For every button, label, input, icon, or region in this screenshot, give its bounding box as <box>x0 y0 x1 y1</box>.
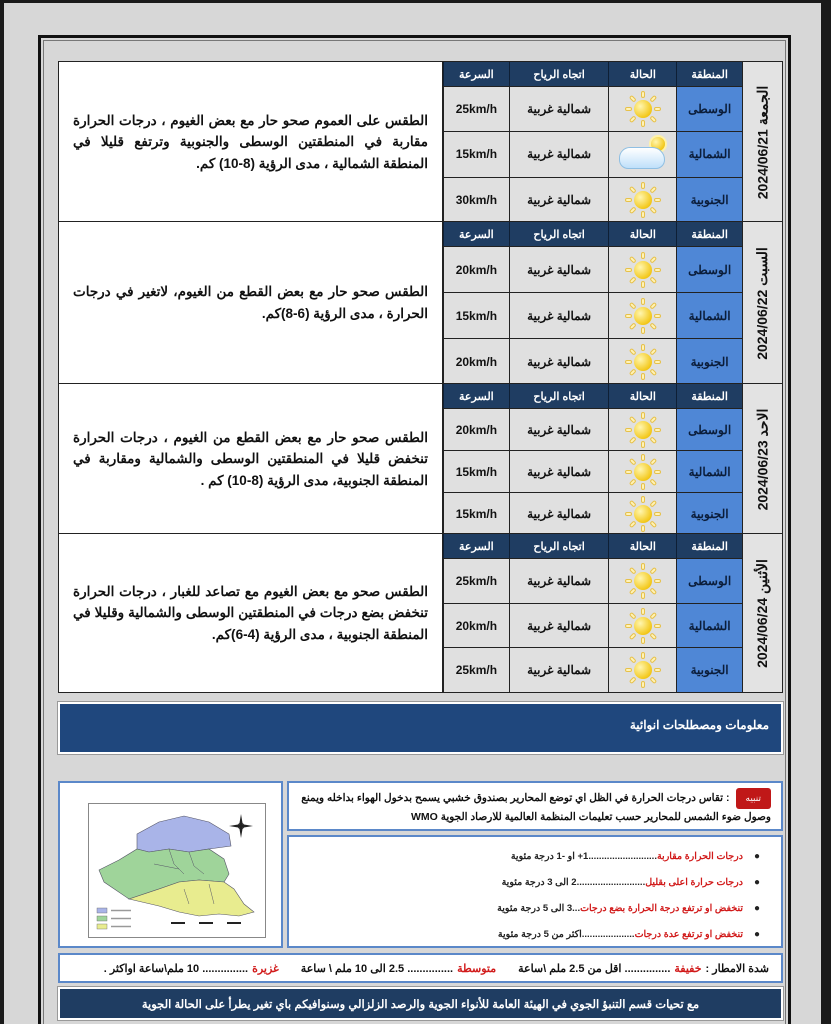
bullet-icon: ● <box>753 928 761 940</box>
day-date-label <box>742 62 782 222</box>
day-date-label <box>742 534 782 692</box>
list-item <box>289 869 771 895</box>
day-date-text: الجمعة 2024/06/21 <box>754 85 771 199</box>
wind-speed-cell: 15km/h <box>443 293 509 338</box>
rain-light-value: ............... اقل من 2.5 ملم \ساعة <box>518 962 671 975</box>
sunny-icon <box>624 453 662 491</box>
region-cell: الجنوبية <box>676 339 742 384</box>
bullet-icon: ● <box>753 876 761 888</box>
header-speed: السرعة <box>443 384 509 408</box>
header-region: المنطقة <box>676 384 742 408</box>
sunny-icon <box>624 651 662 689</box>
term-label: درجات حرارة اعلى بقليل <box>645 876 743 888</box>
header-speed: السرعة <box>443 534 509 558</box>
term-dots: .................... <box>581 928 635 940</box>
table-row <box>443 492 742 534</box>
region-cell: الجنوبية <box>676 493 742 534</box>
table-row <box>443 338 742 384</box>
wind-direction-cell: شمالية غربية <box>509 132 609 176</box>
header-state: الحالة <box>608 62 676 86</box>
region-cell: الشمالية <box>676 293 742 338</box>
region-cell: الوسطى <box>676 409 742 450</box>
region-cell: الوسطى <box>676 247 742 292</box>
wind-speed-cell: 20km/h <box>443 247 509 292</box>
table-header <box>443 62 742 86</box>
table-row <box>443 131 742 176</box>
state-cell <box>608 451 676 492</box>
header-region: المنطقة <box>676 222 742 246</box>
rain-label: شدة الامطار : <box>705 962 769 975</box>
forecast-description: الطقس على العموم صحو حار مع بعض الغيوم ، درجات الحرارة مقاربة في المنطقتين الوسطى والجنوبية وترتفع قليلا في المنطقة الشمالية ، مدى الرؤية (8-10) كم. <box>73 112 428 171</box>
region-cell: الشمالية <box>676 451 742 492</box>
header-region: المنطقة <box>676 62 742 86</box>
list-item <box>289 895 771 921</box>
forecast-table <box>442 62 742 222</box>
term-label: تنخفض او ترتفع عدة درجات <box>634 928 743 940</box>
table-row <box>443 647 742 692</box>
header-speed: السرعة <box>443 62 509 86</box>
rain-heavy-value: ............... 10 ملم\ساعة اواكثر . <box>103 962 249 975</box>
sunny-icon <box>624 562 662 600</box>
rain-light: خفيفة <box>674 962 702 975</box>
rain-heavy: غزيرة <box>252 962 279 975</box>
day-date-text: الاحد 2024/06/23 <box>754 408 771 510</box>
wind-speed-cell: 20km/h <box>443 339 509 384</box>
term-label: درجات الحرارة مقاربة <box>656 850 743 862</box>
wind-direction-cell: شمالية غربية <box>509 451 609 492</box>
state-cell <box>608 493 676 534</box>
table-row <box>443 292 742 338</box>
state-cell <box>608 339 676 384</box>
temperature-note <box>287 781 783 831</box>
compass-rose-icon <box>229 814 253 838</box>
header-wind-direction: اتجاه الرياح <box>509 62 609 86</box>
wind-direction-cell: شمالية غربية <box>509 648 609 692</box>
sunny-icon <box>624 495 662 533</box>
wind-direction-cell: شمالية غربية <box>509 604 609 648</box>
region-cell: الجنوبية <box>676 648 742 692</box>
sunny-icon <box>624 251 662 289</box>
wind-direction-cell: شمالية غربية <box>509 178 609 222</box>
state-cell <box>608 409 676 450</box>
rain-intensity <box>58 953 783 983</box>
state-cell <box>608 247 676 292</box>
footer-text: مع تحيات قسم التنبؤ الجوي في الهيئة العامة للأنواء الجوية والرصد الزلزالي وسنوافيكم باي تغير يطرأ على الحالة الجوية <box>141 998 700 1011</box>
wind-direction-cell: شمالية غربية <box>509 339 609 384</box>
partly-cloudy-icon <box>617 137 669 171</box>
table-row <box>443 86 742 131</box>
header-state: الحالة <box>608 384 676 408</box>
bullet-icon: ● <box>753 850 761 862</box>
wind-direction-cell: شمالية غربية <box>509 409 609 450</box>
iraq-region-map <box>88 803 266 938</box>
wind-speed-cell: 25km/h <box>443 559 509 603</box>
wind-direction-cell: شمالية غربية <box>509 559 609 603</box>
header-speed: السرعة <box>443 222 509 246</box>
table-row <box>443 603 742 648</box>
info-title: معلومات ومصطلحات انوائية <box>629 718 769 732</box>
bullet-icon: ● <box>753 902 761 914</box>
sunny-icon <box>624 607 662 645</box>
forecast-description: الطقس صحو مع بعض الغيوم مع تصاعد للغبار ، درجات الحرارة تنخفض بضع درجات في المنطقتين الوسطى والشمالية وقليلا في المنطقة الجنوبية ، مدى الرؤية (4-6)كم. <box>73 583 428 642</box>
alert-badge: تنبيه <box>736 788 771 809</box>
wind-direction-cell: شمالية غربية <box>509 493 609 534</box>
sunny-icon <box>624 181 662 219</box>
forecast-table <box>442 384 742 534</box>
region-cell: الوسطى <box>676 87 742 131</box>
sunny-icon <box>624 343 662 381</box>
wind-speed-cell: 25km/h <box>443 87 509 131</box>
wind-speed-cell: 15km/h <box>443 451 509 492</box>
info-title-bar <box>58 702 783 754</box>
state-cell <box>608 178 676 222</box>
rain-moderate: متوسطة <box>457 962 497 975</box>
header-state: الحالة <box>608 534 676 558</box>
region-cell: الجنوبية <box>676 178 742 222</box>
rain-moderate-value: ............... 2.5 الى 10 ملم \ ساعة <box>300 962 454 975</box>
header-wind-direction: اتجاه الرياح <box>509 384 609 408</box>
sunny-icon <box>624 411 662 449</box>
state-cell <box>608 87 676 131</box>
term-value: 2 الى 3 درجة مئوية <box>501 876 577 888</box>
header-region: المنطقة <box>676 534 742 558</box>
header-wind-direction: اتجاه الرياح <box>509 534 609 558</box>
state-cell <box>608 648 676 692</box>
header-wind-direction: اتجاه الرياح <box>509 222 609 246</box>
forecast-description: الطقس صحو حار مع بعض القطع من الغيوم ، درجات الحرارة تنخفض قليلا في المنطقتين الوسطى والشمالية ومقاربة في المنطقة الجنوبية، مدى الرؤية (8-10) كم . <box>73 429 428 488</box>
table-header <box>443 222 742 246</box>
wind-direction-cell: شمالية غربية <box>509 87 609 131</box>
list-item <box>289 843 771 869</box>
term-value: 1+ او -1 درجة مئوية <box>510 850 589 862</box>
day-date-label <box>742 384 782 534</box>
state-cell <box>608 559 676 603</box>
state-cell <box>608 132 676 176</box>
day-date-label <box>742 222 782 384</box>
screen-edge-left <box>0 0 4 1024</box>
table-row <box>443 177 742 222</box>
table-header <box>443 384 742 408</box>
table-row <box>443 558 742 603</box>
map-graphic <box>89 804 265 937</box>
term-dots: .......................... <box>588 850 657 862</box>
wind-speed-cell: 30km/h <box>443 178 509 222</box>
region-cell: الوسطى <box>676 559 742 603</box>
term-dots: .......................... <box>576 876 646 888</box>
terms-list <box>287 835 783 948</box>
wind-speed-cell: 20km/h <box>443 604 509 648</box>
wind-speed-cell: 25km/h <box>443 648 509 692</box>
forecast-table <box>442 534 742 692</box>
forecast-day <box>58 221 783 385</box>
table-row <box>443 408 742 450</box>
table-row <box>443 246 742 292</box>
day-date-text: السبت 2024/06/22 <box>754 246 770 360</box>
sunny-icon <box>624 297 662 335</box>
state-cell <box>608 293 676 338</box>
day-date-text: الأثنين 2024/06/24 <box>754 558 771 668</box>
forecast-table <box>442 222 742 384</box>
wind-speed-cell: 20km/h <box>443 409 509 450</box>
table-row <box>443 450 742 492</box>
term-value: 3 الى 5 درجة مئوية <box>497 902 573 914</box>
screen-edge-top <box>0 0 831 3</box>
region-cell: الشمالية <box>676 132 742 176</box>
term-value: اكثر من 5 درجة مئوية <box>497 928 582 940</box>
footer-bar <box>58 987 783 1020</box>
forecast-description: الطقس صحو حار مع بعض القطع من الغيوم، لاتغير في درجات الحرارة ، مدى الرؤية (6-8)كم. <box>73 284 428 321</box>
forecast-day <box>58 383 783 535</box>
table-header <box>443 534 742 558</box>
wind-speed-cell: 15km/h <box>443 132 509 176</box>
region-map-box <box>58 781 283 948</box>
term-label: تنخفض او ترتفع درجة الحرارة بضع درجات <box>580 902 743 914</box>
term-dots: ... <box>572 902 581 914</box>
wind-direction-cell: شمالية غربية <box>509 293 609 338</box>
screen-edge-right <box>821 0 831 1024</box>
region-cell: الشمالية <box>676 604 742 648</box>
forecast-day <box>58 61 783 223</box>
note-text: : تقاس درجات الحرارة في الظل اي توضع المحارير بصندوق خشبي يسمح بدخول الهواء بداخله ويمنع وصول ضوء الشمس للمحارير حسب تعليمات المنظمة العالمية للارصاد الجوية WMO <box>301 792 771 824</box>
wind-speed-cell: 15km/h <box>443 493 509 534</box>
forecast-day <box>58 533 783 693</box>
wind-direction-cell: شمالية غربية <box>509 247 609 292</box>
list-item <box>289 921 771 947</box>
state-cell <box>608 604 676 648</box>
sunny-icon <box>624 90 662 128</box>
header-state: الحالة <box>608 222 676 246</box>
